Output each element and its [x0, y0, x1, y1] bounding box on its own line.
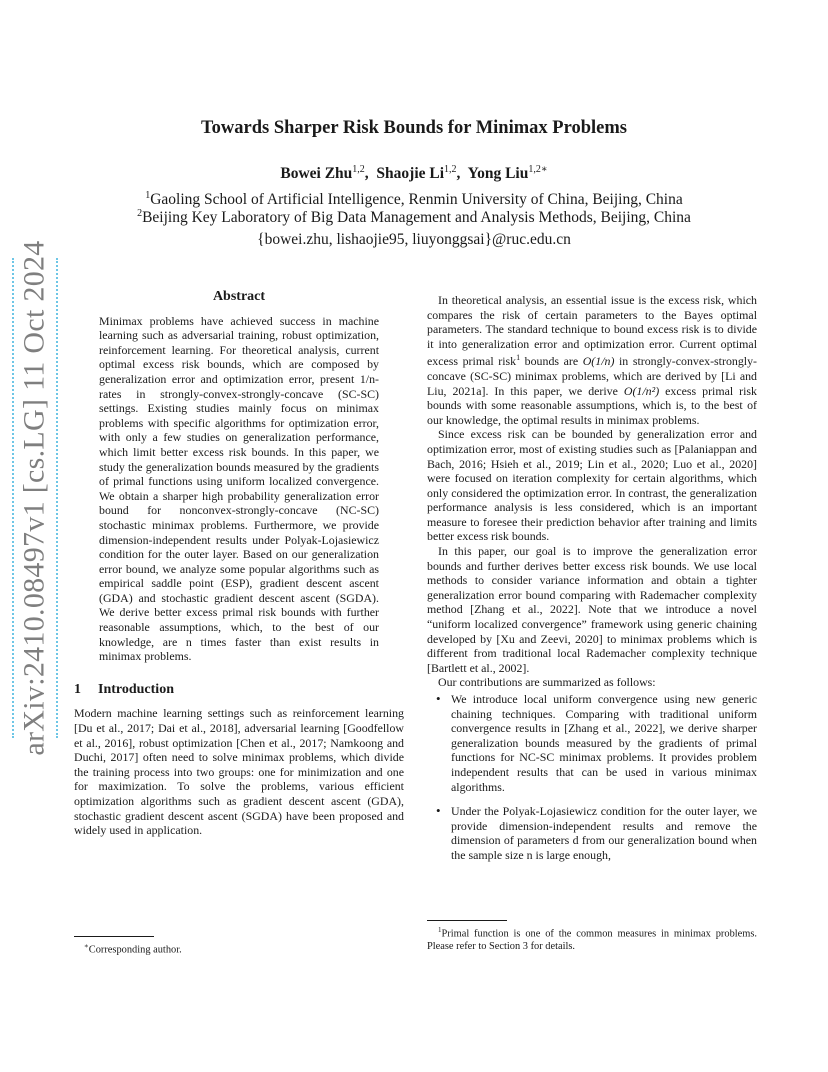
- author-affiliation-mark: 1,2: [352, 164, 365, 175]
- arxiv-sidebar: [12, 240, 58, 756]
- footnote-primal: [427, 924, 757, 954]
- author-list: Bowei Zhu$^{1,2}$, Shaojie Li$^{1,2}$, Yong Liu$^{1,2∗}$: [280, 164, 548, 183]
- affiliation-1: [0, 190, 828, 209]
- paragraph-text: excess primal risk bounds with some reasonable assumptions, which is, to the best of our knowledge, the optimal results in minimax problems.: [427, 383, 757, 427]
- list-item: • Under the Polyak-Lojasiewicz condition for the outer layer, we provide dimension-independent results and remove the dimension of parameters d from our generalization bound when the sample size n is large enough,: [451, 804, 757, 862]
- paragraph-text: bounds are: [520, 354, 583, 369]
- abstract-body: [74, 314, 404, 664]
- footnote-mark: ∗: [84, 942, 89, 950]
- section-title: Introduction: [98, 681, 174, 697]
- left-column: [74, 290, 404, 838]
- footnote-corresponding: [84, 940, 404, 957]
- right-column: [427, 293, 757, 873]
- list-item: • We introduce local uniform convergence using new generic chaining techniques. Comparing with traditional uniform convergence results in [Zhang et al., 2022], we derive sharper generalization bounds measured by the gradients of primal functions for NC-SC minimax problems. It provides problem independent results that can be used in various minimax algorithms.: [451, 692, 757, 794]
- footnote-rule: [427, 920, 507, 921]
- affiliation-mark: 2: [137, 208, 143, 219]
- contribution-list: [427, 692, 757, 863]
- math-rate: O(1/n): [582, 354, 615, 369]
- footnote-text: Corresponding author.: [88, 944, 182, 956]
- author-name: Bowei Zhu: [280, 165, 353, 183]
- footnote-rule: [74, 936, 154, 937]
- author-affiliation-mark: 1,2: [444, 164, 457, 175]
- author-emails: {bowei.zhu, lishaojie95, liuyonggsai}@ruc.edu.cn: [257, 231, 571, 248]
- body-paragraph: Our contributions are summarized as follows:: [438, 675, 656, 690]
- abstract-text: Minimax problems have achieved success in machine learning such as adversarial training, robust optimization, reinforcement learning. For theoretical analysis, current optimal excess risk bounds, which are composed by generalization error and optimization error, present 1/n-rates in strongly-convex-strongly-concave (SC-SC) settings. Existing studies mainly focus on minimax problems with specific algorithms for optimization error, with only a few studies on generalization performance, which limit better excess risk bounds. In this paper, we study the generalization bounds measured by the gradients of primal functions using uniform localized convergence. We obtain a sharper high probability generalization error bound for nonconvex-strongly-concave (NC-SC) stochastic minimax problems. Furthermore, we provide dimension-independent results under Polyak-Lojasiewicz condition for the outer layer. Based on our generalization error bound, we analyze some popular algorithms such as empirical saddle point (ESP), gradient descent ascent (GDA) and stochastic gradient descent ascent (SGDA). We derive better excess primal risk bounds with further reasonable assumptions, which, to the best of our knowledge, are n times faster than exist results in minimax problems.: [99, 313, 379, 664]
- math-rate: O(1/n²): [623, 383, 660, 398]
- author-name: Shaojie Li: [376, 165, 445, 183]
- affiliation-2: [0, 208, 828, 227]
- author-affiliation-mark: 1,2∗: [528, 164, 548, 175]
- paragraph-text: In theoretical analysis, an essential issue is the excess risk, which compares the risk of certain parameters to the Bayes optimal parameters. The standard technique to bound excess risk is to divide it into generalization error and optimization error. Current optimal excess primal risk: [427, 293, 757, 369]
- body-paragraph: [427, 293, 757, 427]
- affiliation-text: Beijing Key Laboratory of Big Data Management and Analysis Methods, Beijing, China: [142, 209, 691, 227]
- affiliation-text: Gaoling School of Artificial Intelligence, Renmin University of China, Beijing, China: [150, 191, 683, 209]
- author-name: Yong Liu: [467, 165, 529, 183]
- footnote-ref: 1: [516, 353, 521, 363]
- section-heading-introduction: [74, 683, 404, 698]
- body-paragraph: Since excess risk can be bounded by generalization error and optimization error, most of existing studies such as [Palaniappan and Bach, 2016; Hsieh et al., 2019; Lin et al., 2020; Luo et al., 2020] were focused on iteration complexity for certain algorithms, which only considered the optimization error. In contrast, the generalization performance analysis is less considered, which is an important measure to foresee their prediction behavior after training and limits better excess risk bounds.: [427, 427, 757, 544]
- abstract-heading: Abstract: [212, 289, 266, 304]
- intro-paragraph: Modern machine learning settings such as reinforcement learning [Du et al., 2017; Dai et al., 2018], adversarial learning [Goodfellow et al., 2016], robust optimization [Chen et al., 2017; Namkoong and Duchi, 2017] often need to solve minimax problems, which divide the training process into two groups: one for minimization and one for maximization. To solve the problems, various efficient optimization algorithms such as gradient descent ascent (GDA), stochastic gradient descent ascent (SGDA) have been proposed and widely used in application.: [74, 706, 404, 838]
- paper-title: Towards Sharper Risk Bounds for Minimax Problems: [201, 118, 627, 138]
- affiliation-mark: 1: [145, 190, 151, 201]
- body-paragraph: In this paper, our goal is to improve the generalization error bounds and further derives better excess risk bounds. We use local methods to consider variance information and obtain a tighter generalization error bound comparing with Rademacher complexity method [Zhang et al., 2022]. Note that we introduce a novel “uniform localized convergence” framework using generic chaining developed by [Xu and Zeevi, 2020] to minimax problems which is different from traditional local Rademacher complexity technique [Bartlett et al., 2002].: [427, 544, 757, 675]
- arxiv-identifier: arXiv:2410.08497v1 [cs.LG] 11 Oct 2024: [18, 240, 51, 756]
- section-number: 1: [74, 681, 81, 697]
- footnote-text: Primal function is one of the common measures in minimax problems. Please refer to Section 3 for details.: [427, 928, 757, 953]
- paragraph-text: in strongly-convex-strongly-concave (SC-SC) minimax problems, which are derived by [Li and Liu, 2021a]. In this paper, we derive: [427, 354, 757, 398]
- footnote-mark: 1: [438, 926, 442, 934]
